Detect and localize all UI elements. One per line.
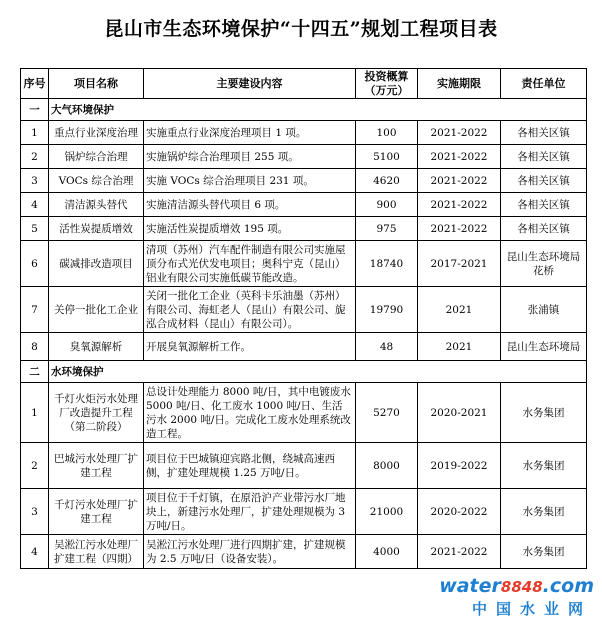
row-investment: 18740 [356,241,418,287]
row-investment: 5270 [356,383,418,443]
row-name: 清洁源头替代 [49,193,144,217]
row-unit: 水务集团 [501,535,587,569]
row-content: 总设计处理能力 8000 吨/日，其中电镀废水 5000 吨/日、化工废水 1000 吨/日、生活污水 2000 吨/日。完成化工废水处理系统改造工程。 [144,383,356,443]
row-no: 1 [21,383,49,443]
row-investment: 21000 [356,489,418,535]
row-content: 项目位于巴城镇迎宾路北侧，绕城高速西侧，扩建处理规模 1.25 万吨/日。 [144,443,356,489]
table-row [21,193,587,217]
header-name: 项目名称 [49,69,144,99]
row-unit: 各相关区镇 [501,217,587,241]
row-period: 2021-2022 [418,121,501,145]
row-unit: 各相关区镇 [501,169,587,193]
row-investment: 4620 [356,169,418,193]
row-unit: 张浦镇 [501,287,587,333]
row-name: 活性炭提质增效 [49,217,144,241]
table-row [21,333,587,361]
table-row [21,489,587,535]
row-name: 千灯污水处理厂扩建工程 [49,489,144,535]
row-investment: 48 [356,333,418,361]
row-investment: 19790 [356,287,418,333]
header-no: 序号 [21,69,49,99]
table-row [21,121,587,145]
row-no: 1 [21,121,49,145]
row-period: 2021-2022 [418,145,501,169]
table-row [21,535,587,569]
row-investment: 4000 [356,535,418,569]
row-period: 2021 [418,287,501,333]
row-unit: 各相关区镇 [501,121,587,145]
row-name: 重点行业深度治理 [49,121,144,145]
watermark-subtitle: 中国水业网 [471,600,592,618]
row-unit: 各相关区镇 [501,193,587,217]
row-no: 3 [21,169,49,193]
row-name: 吴淞江污水处理厂扩建工程（四期） [49,535,144,569]
row-unit: 水务集团 [501,443,587,489]
row-name: 关停一批化工企业 [49,287,144,333]
row-name: 臭氧源解析 [49,333,144,361]
watermark-number: 8848 [500,578,543,596]
row-content: 实施清洁源头替代项目 6 项。 [144,193,356,217]
watermark-brand-word: water [439,575,501,597]
header-content: 主要建设内容 [144,69,356,99]
row-name: 锅炉综合治理 [49,145,144,169]
row-investment: 5100 [356,145,418,169]
row-period: 2021-2022 [418,217,501,241]
row-no: 4 [21,535,49,569]
section-row [21,99,587,121]
row-name: 碳减排改造项目 [49,241,144,287]
row-period: 2021 [418,333,501,361]
page-title: 昆山市生态环境保护“十四五”规划工程项目表 [104,18,498,40]
row-no: 6 [21,241,49,287]
table-row [21,145,587,169]
section-name: 大气环境保护 [49,99,587,121]
row-no: 8 [21,333,49,361]
row-no: 5 [21,217,49,241]
row-unit: 水务集团 [501,489,587,535]
row-no: 2 [21,145,49,169]
section-no: 一 [21,99,49,121]
row-content: 实施重点行业深度治理项目 1 项。 [144,121,356,145]
header-investment: 投资概算（万元） [356,69,418,99]
row-period: 2020-2022 [418,489,501,535]
row-content: 实施活性炭提质增效 195 项。 [144,217,356,241]
table-row [21,443,587,489]
table-header-row [21,69,587,99]
row-period: 2020-2021 [418,383,501,443]
row-no: 2 [21,443,49,489]
row-content: 实施锅炉综合治理项目 255 项。 [144,145,356,169]
watermark-suffix: .com [542,575,594,597]
row-period: 2019-2022 [418,443,501,489]
row-investment: 8000 [356,443,418,489]
row-period: 2017-2021 [418,241,501,287]
row-investment: 900 [356,193,418,217]
table-row [21,241,587,287]
row-investment: 100 [356,121,418,145]
row-content: 项目位于千灯镇，在原沿沪产业带污水厂地块上，新建污水处理厂，扩建处理规模为 3 万吨/日。 [144,489,356,535]
row-no: 3 [21,489,49,535]
section-name: 水环境保护 [49,361,587,383]
row-name: VOCs 综合治理 [49,169,144,193]
section-no: 二 [21,361,49,383]
watermark-logo [439,575,594,619]
header-period: 实施期限 [418,69,501,99]
row-period: 2021-2022 [418,535,501,569]
row-unit: 昆山生态环境局花桥 [501,241,587,287]
row-no: 4 [21,193,49,217]
row-content: 开展臭氧源解析工作。 [144,333,356,361]
table-row [21,169,587,193]
row-name: 巴城污水处理厂扩建工程 [49,443,144,489]
row-content: 实施 VOCs 综合治理项目 231 项。 [144,169,356,193]
row-period: 2021-2022 [418,169,501,193]
project-table [20,68,587,569]
watermark-brand [439,575,594,597]
row-unit: 水务集团 [501,383,587,443]
row-name: 千灯火炬污水处理厂改造提升工程（第二阶段） [49,383,144,443]
section-row [21,361,587,383]
row-content: 关闭一批化工企业（英科卡乐油墨（苏州）有限公司、海虹老人（昆山）有限公司、旎泓合成材料（昆山）有限公司）。 [144,287,356,333]
row-unit: 各相关区镇 [501,145,587,169]
row-content: 吴淞江污水处理厂进行四期扩建，扩建规模为 2.5 万吨/日（设备安装）。 [144,535,356,569]
row-unit: 昆山生态环境局 [501,333,587,361]
row-content: 清项（苏州）汽车配件制造有限公司实施屋顶分布式光伏发电项目；奥科宁克（昆山）铝业有限公司实施低碳节能改造。 [144,241,356,287]
row-investment: 975 [356,217,418,241]
row-period: 2021-2022 [418,193,501,217]
header-unit: 责任单位 [501,69,587,99]
row-no: 7 [21,287,49,333]
table-row [21,383,587,443]
table-row [21,217,587,241]
table-row [21,287,587,333]
